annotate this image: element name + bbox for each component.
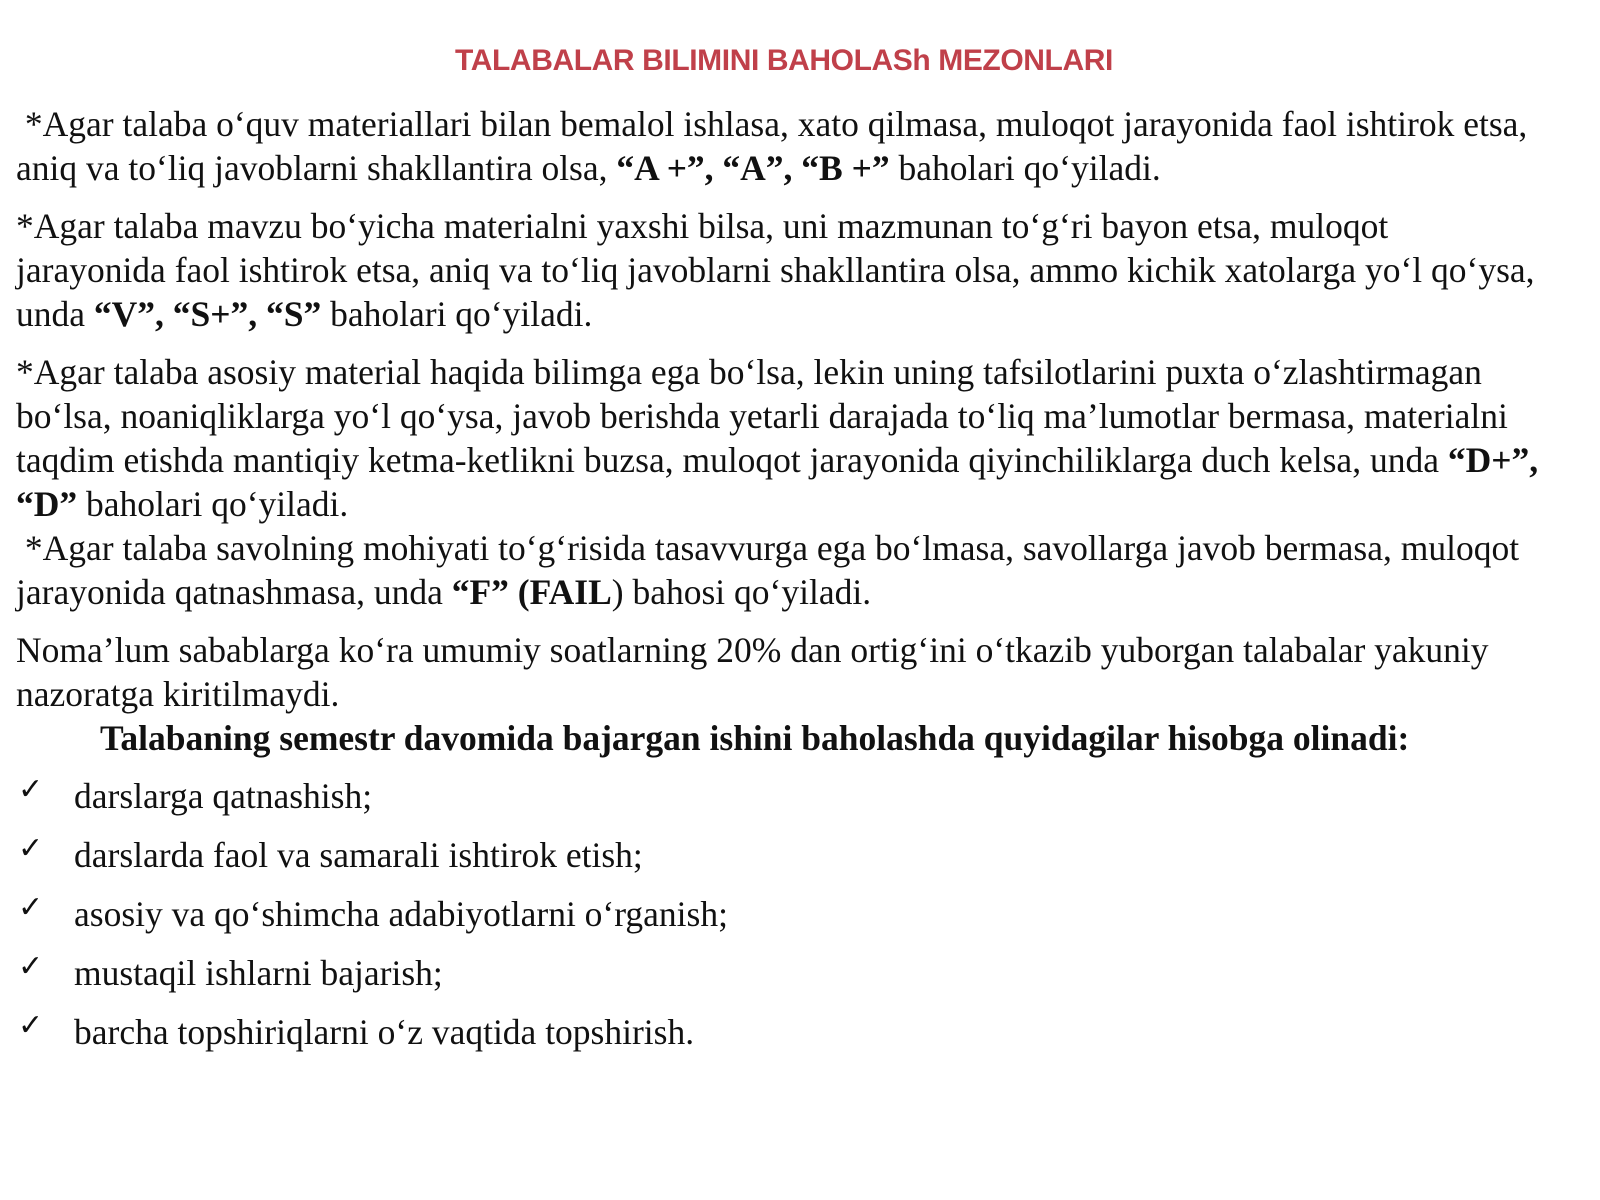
criterion-text: Agar talaba mavzu bo‘yicha materialni yaxshi bilsa, uni mazmunan to‘g‘ri bayon etsa, muloqot jarayonida faol ishtirok etsa, aniq va to‘liq javoblarni shakllantira olsa, ammo kichik xatolarga yo‘l qo‘ysa, unda (16, 206, 1535, 334)
checklist-item-text: darslarga qatnashish; (74, 776, 373, 816)
criterion-suffix: baholari qo‘yiladi. (77, 484, 349, 524)
criterion-text: Agar talaba savolning mohiyati to‘g‘risida tasavvurga ega bo‘lmasa, savollarga javob bermasa, muloqot jarayonida qatnashmasa, unda (16, 528, 1520, 612)
checklist-item-text: asosiy va qo‘shimcha adabiyotlarni o‘rganish; (74, 894, 728, 934)
criterion-text: Agar talaba o‘quv materiallari bilan bemalol ishlasa, xato qilmasa, muloqot jarayonida faol ishtirok etsa, aniq va to‘liq javoblarni shakllantira olsa, (16, 104, 1528, 188)
attendance-note: Noma’lum sabablarga ko‘ra umumiy soatlarning 20% dan ortig‘ini o‘tkazib yuborgan talabalar yakuniy nazoratga kiritilmaydi. (16, 630, 1489, 714)
criterion-paragraph-2 (16, 204, 1546, 336)
criterion-suffix: baholari qo‘yiladi. (889, 148, 1161, 188)
checkmark-icon: ✓ (18, 831, 44, 866)
criterion-suffix: baholari qo‘yiladi. (321, 294, 593, 334)
slide-title: TALABALAR BILIMINI BAHOLASh MEZONLARI (455, 44, 1113, 77)
criterion-text: Agar talaba asosiy material haqida bilimga ega bo‘lsa, lekin uning tafsilotlarini puxta o‘zlashtirmagan bo‘lsa, noaniqliklarga yo‘l qo‘ysa, javob berishda yetarli darajada to‘liq ma’lumotlar bermasa, materialni taqdim etishda mantiqiy ketma-ketlikni buzsa, muloqot jarayonida qiyinchiliklarga duch kelsa, unda (16, 352, 1508, 480)
criterion-grades: “A +”, “A”, “B +” (616, 148, 890, 188)
criterion-grades: “D+”, “D” (16, 440, 1539, 524)
criterion-paragraph-1 (16, 102, 1546, 190)
criterion-suffix: ) bahosi qo‘yiladi. (611, 572, 872, 612)
checklist-item-text: mustaqil ishlarni bajarish; (74, 953, 443, 993)
criterion-paragraph-3 (16, 350, 1546, 526)
criterion-prefix: * (16, 528, 43, 568)
checklist-item-text: barcha topshiriqlarni o‘z vaqtida topshirish. (74, 1012, 695, 1052)
slide-body (16, 102, 1546, 1069)
checklist-item (16, 951, 1546, 1010)
checklist-item-text: darslarda faol va samarali ishtirok etish; (74, 835, 643, 875)
criterion-prefix: * (16, 104, 43, 144)
checklist-item (16, 1010, 1546, 1069)
checklist-item (16, 833, 1546, 892)
checkmark-icon: ✓ (18, 1008, 44, 1043)
checkmark-icon: ✓ (18, 772, 44, 807)
checklist-item (16, 892, 1546, 951)
criterion-prefix: * (16, 352, 34, 392)
criterion-paragraph-4 (16, 526, 1546, 614)
checklist-item (16, 774, 1546, 833)
evaluation-checklist (16, 774, 1546, 1069)
evaluation-heading: Talabaning semestr davomida bajargan ishini baholashda quyidagilar hisobga olinadi: (100, 718, 1410, 758)
checkmark-icon: ✓ (18, 949, 44, 984)
checkmark-icon: ✓ (18, 890, 44, 925)
criterion-grades: “F” (FAIL (451, 572, 612, 612)
criterion-prefix: * (16, 206, 34, 246)
criterion-grades: “V”, “S+”, “S” (93, 294, 322, 334)
